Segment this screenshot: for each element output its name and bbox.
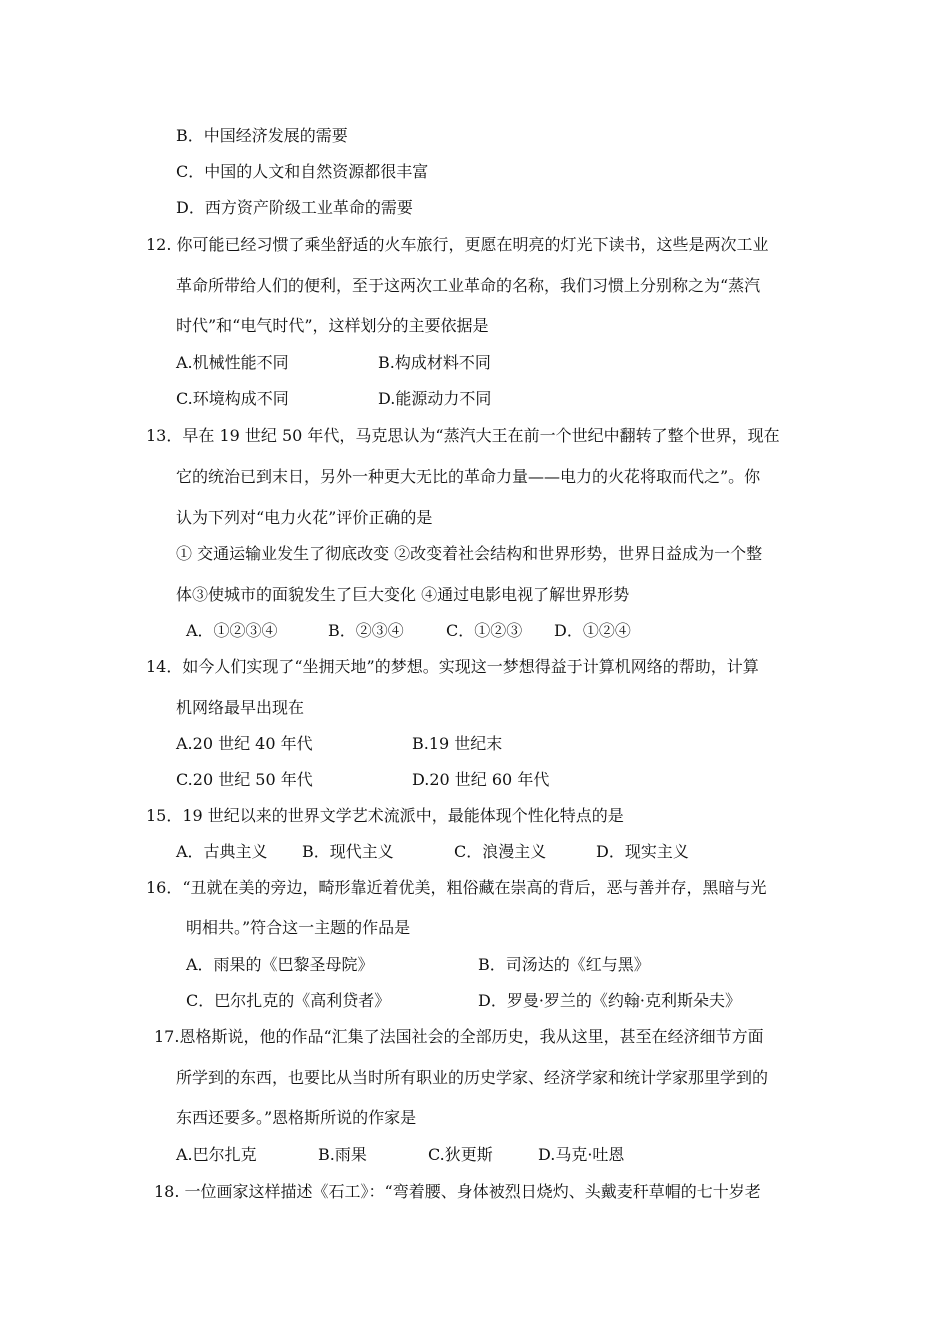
q11-option-c: C．中国的人文和自然资源都很丰富 <box>176 162 429 181</box>
q12-stem-line3: 时代”和“电气时代”，这样划分的主要依据是 <box>176 316 489 335</box>
q14-option-c: C.20 世纪 50 年代 <box>176 770 313 789</box>
q17-option-d: D.马克·吐恩 <box>538 1145 625 1164</box>
q13-option-a: A．①②③④ <box>186 621 278 640</box>
q14-option-b: B.19 世纪末 <box>412 734 503 753</box>
q16-option-b: B．司汤达的《红与黑》 <box>478 955 650 974</box>
q17-stem-line2: 所学到的东西，也要比从当时所有职业的历史学家、经济学家和统计学家那里学到的 <box>176 1068 769 1087</box>
q15-option-d: D．现实主义 <box>596 842 689 861</box>
q13-stem-line4: ① 交通运输业发生了彻底改变 ②改变着社会结构和世界形势，世界日益成为一个整 <box>176 544 763 563</box>
q16-stem-line2: 明相共。”符合这一主题的作品是 <box>186 918 411 937</box>
q15-option-c: C．浪漫主义 <box>454 842 547 861</box>
q12-option-d: D.能源动力不同 <box>378 389 492 408</box>
q17-option-a: A.巴尔扎克 <box>176 1145 257 1164</box>
q11-option-b: B．中国经济发展的需要 <box>176 126 348 145</box>
q13-option-b: B．②③④ <box>328 621 404 640</box>
q15-stem-line1: 15．19 世纪以来的世界文学艺术流派中，最能体现个性化特点的是 <box>146 806 624 825</box>
q14-option-d: D.20 世纪 60 年代 <box>412 770 550 789</box>
q12-stem-line2: 革命所带给人们的便利，至于这两次工业革命的名称，我们习惯上分别称之为“蒸汽 <box>176 276 761 295</box>
q15-option-a: A．古典主义 <box>176 842 268 861</box>
q13-stem-line1: 13．早在 19 世纪 50 年代，马克思认为“蒸汽大王在前一个世纪中翻转了整个世界，现在 <box>146 426 780 445</box>
q13-stem-line3: 认为下列对“电力火花”评价正确的是 <box>176 508 433 527</box>
q14-stem-line1: 14．如今人们实现了“坐拥天地”的梦想。实现这一梦想得益于计算机网络的帮助，计算 <box>146 657 759 676</box>
q13-option-c: C．①②③ <box>446 621 523 640</box>
q12-option-c: C.环境构成不同 <box>176 389 289 408</box>
q17-option-c: C.狄更斯 <box>428 1145 493 1164</box>
q16-stem-line1: 16．“丑就在美的旁边，畸形靠近着优美，粗俗藏在崇高的背后，恶与善并存，黑暗与光 <box>146 878 767 897</box>
q12-option-b: B.构成材料不同 <box>378 353 491 372</box>
q13-option-d: D．①②④ <box>554 621 631 640</box>
q17-stem-line3: 东西还要多。”恩格斯所说的作家是 <box>176 1108 417 1127</box>
q12-option-a: A.机械性能不同 <box>176 353 289 372</box>
q17-option-b: B.雨果 <box>318 1145 367 1164</box>
q13-stem-line5: 体③使城市的面貌发生了巨大变化 ④通过电影电视了解世界形势 <box>176 585 630 604</box>
q11-option-d: D．西方资产阶级工业革命的需要 <box>176 198 413 217</box>
q17-stem-line1: 17.恩格斯说，他的作品“汇集了法国社会的全部历史，我从这里，甚至在经济细节方面 <box>154 1027 764 1046</box>
q15-option-b: B．现代主义 <box>302 842 394 861</box>
q16-option-d: D．罗曼·罗兰的《约翰·克利斯朵夫》 <box>478 991 742 1010</box>
q14-option-a: A.20 世纪 40 年代 <box>176 734 313 753</box>
q14-stem-line2: 机网络最早出现在 <box>176 698 305 717</box>
q12-stem-line1: 12. 你可能已经习惯了乘坐舒适的火车旅行，更愿在明亮的灯光下读书，这些是两次工业 <box>146 235 769 254</box>
q13-stem-line2: 它的统治已到末日，另外一种更大无比的革命力量——电力的火花将取而代之”。你 <box>176 467 761 486</box>
q18-stem-line1: 18. 一位画家这样描述《石工》：“弯着腰、身体被烈日烧灼、头戴麦秆草帽的七十岁老 <box>154 1182 761 1201</box>
q16-option-a: A．雨果的《巴黎圣母院》 <box>186 955 374 974</box>
q16-option-c: C．巴尔扎克的《高利贷者》 <box>186 991 391 1010</box>
